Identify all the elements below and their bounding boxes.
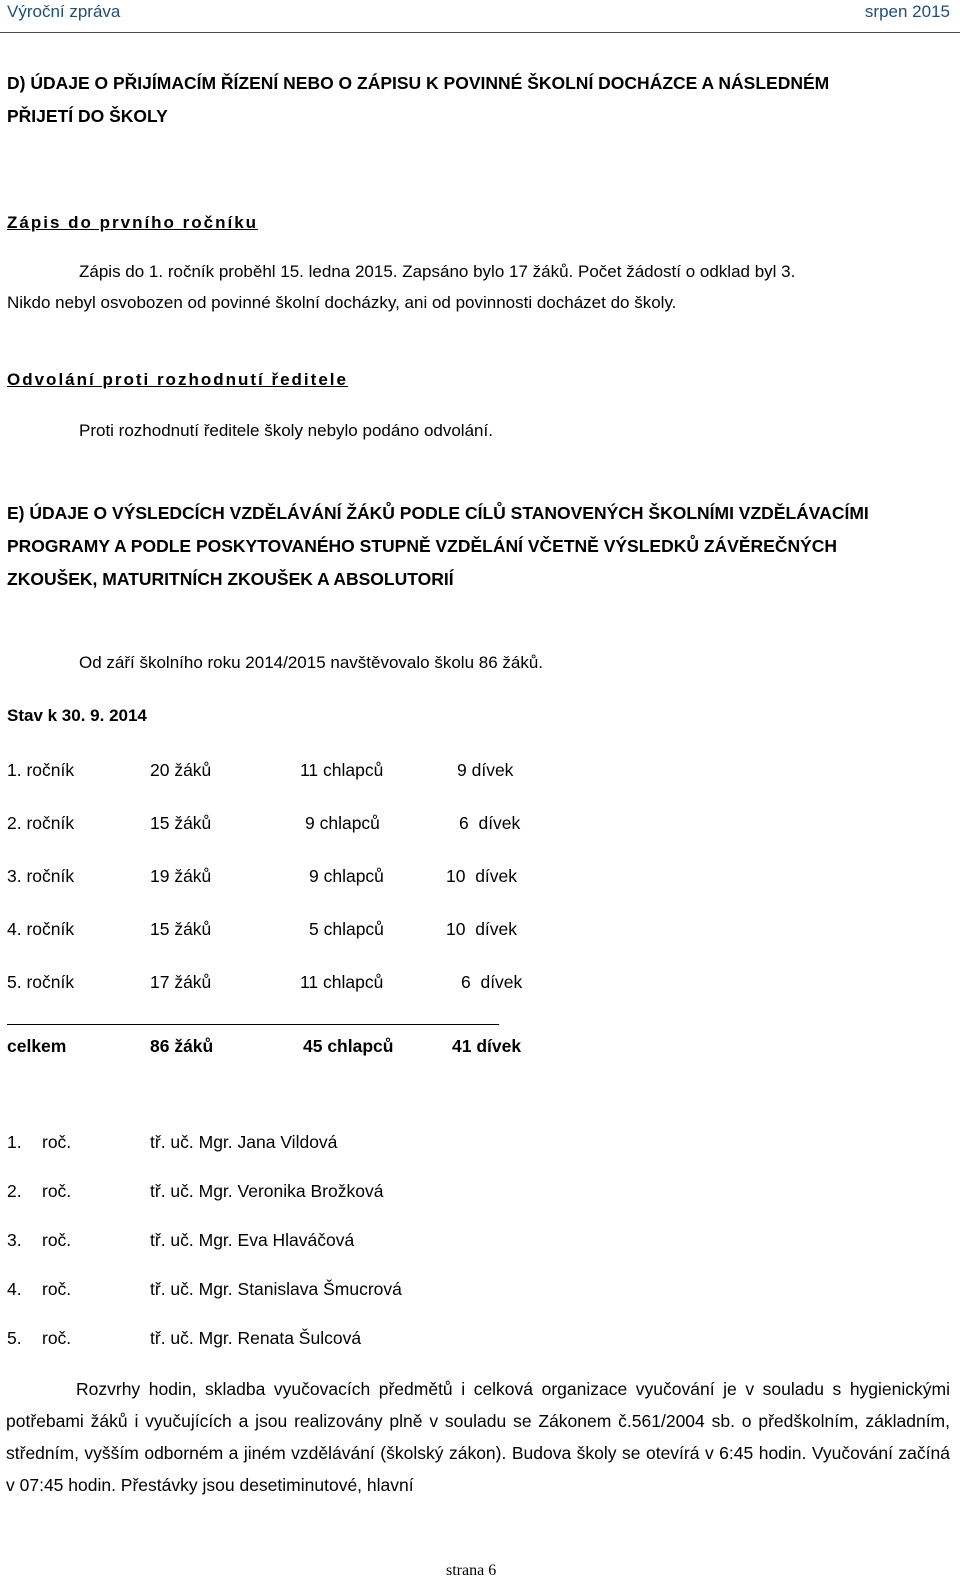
teacher-row-name: tř. uč. Mgr. Jana Vildová bbox=[150, 1132, 338, 1152]
odvolani-text: Proti rozhodnutí ředitele školy nebylo podáno odvolání. bbox=[79, 421, 493, 440]
zapis-text-line2: Nikdo nebyl osvobozen od povinné školní docházky, ani od povinnosti docházet do školy. bbox=[7, 293, 677, 312]
schedule-paragraph-text: Rozvrhy hodin, skladba vyučovacích předmětů i celková organizace vyučování je v souladu s hygienickými potřebami žáků i vyučujících a jsou realizovány plně v souladu se Zákonem č.561/2004 sb. o předškolním, základním, středním, vyšším odborném a jiném vzdělávání (školský zákon). Budova školy se otevírá v 6:45 hodin. Vyučování začíná v 07:45 hodin. Přestávky jsou desetiminutové, hlavní bbox=[6, 1379, 950, 1495]
teacher-row-name: tř. uč. Mgr. Renata Šulcová bbox=[150, 1328, 362, 1348]
section-e-title-line2: PROGRAMY A PODLE POSKYTOVANÉHO STUPNĚ VZDĚLÁNÍ VČETNĚ VÝSLEDKŮ ZÁVĚREČNÝCH bbox=[7, 536, 838, 556]
teacher-row-num: 4. bbox=[7, 1279, 22, 1299]
class-row-pupils: 17 žáků bbox=[150, 972, 212, 992]
teacher-row-num: 1. bbox=[7, 1132, 22, 1152]
class-row-boys: 11 chlapců bbox=[300, 972, 384, 992]
section-e-title-line1: E) ÚDAJE O VÝSLEDCÍCH VZDĚLÁVÁNÍ ŽÁKŮ PODLE CÍLŮ STANOVENÝCH ŠKOLNÍMI VZDĚLÁVACÍMI bbox=[7, 503, 869, 523]
teacher-row-abbr: roč. bbox=[42, 1230, 72, 1250]
class-row-girls: 6 dívek bbox=[459, 813, 521, 833]
teacher-row-num: 2. bbox=[7, 1181, 22, 1201]
section-d-title-line1: D) ÚDAJE O PŘIJÍMACÍM ŘÍZENÍ NEBO O ZÁPISU K POVINNÉ ŠKOLNÍ DOCHÁZCE A NÁSLEDNÉM bbox=[7, 73, 830, 93]
class-row-boys: 5 chlapců bbox=[309, 919, 384, 939]
teacher-row-abbr: roč. bbox=[42, 1132, 72, 1152]
class-row-pupils: 19 žáků bbox=[150, 866, 212, 886]
class-row-grade: 2. ročník bbox=[7, 813, 75, 833]
teacher-row-abbr: roč. bbox=[42, 1279, 72, 1299]
class-row-grade: 4. ročník bbox=[7, 919, 75, 939]
page-number: strana 6 bbox=[446, 1562, 497, 1579]
class-row-girls: 10 dívek bbox=[446, 919, 518, 939]
class-row-grade: 5. ročník bbox=[7, 972, 75, 992]
zapis-heading: Zápis do prvního ročníku bbox=[7, 213, 259, 232]
teacher-row-name: tř. uč. Mgr. Stanislava Šmucrová bbox=[150, 1279, 402, 1299]
header-divider bbox=[0, 32, 960, 33]
teacher-row-abbr: roč. bbox=[42, 1181, 72, 1201]
class-row-girls: 10 dívek bbox=[446, 866, 518, 886]
total-divider bbox=[7, 1024, 499, 1025]
class-row-boys: 9 chlapců bbox=[305, 813, 380, 833]
teacher-row-name: tř. uč. Mgr. Veronika Brožková bbox=[150, 1181, 384, 1201]
header-date: srpen 2015 bbox=[864, 2, 950, 21]
class-row-grade: 3. ročník bbox=[7, 866, 75, 886]
class-row-girls: 6 dívek bbox=[461, 972, 523, 992]
section-d-title-line2: PŘIJETÍ DO ŠKOLY bbox=[7, 106, 168, 126]
section-e-title-line3: ZKOUŠEK, MATURITNÍCH ZKOUŠEK A ABSOLUTORIÍ bbox=[7, 569, 454, 589]
class-row-pupils: 15 žáků bbox=[150, 919, 212, 939]
schedule-paragraph bbox=[6, 1373, 950, 1501]
enrollment-intro: Od září školního roku 2014/2015 navštěvovalo školu 86 žáků. bbox=[79, 653, 544, 672]
class-row-grade: 1. ročník bbox=[7, 760, 75, 780]
stav-label: Stav k 30. 9. 2014 bbox=[7, 706, 147, 725]
teacher-row-name: tř. uč. Mgr. Eva Hlaváčová bbox=[150, 1230, 355, 1250]
class-row-pupils: 20 žáků bbox=[150, 760, 212, 780]
odvolani-heading: Odvolání proti rozhodnutí ředitele bbox=[7, 370, 348, 389]
class-row-boys: 9 chlapců bbox=[309, 866, 384, 886]
total-girls: 41 dívek bbox=[452, 1036, 522, 1056]
teacher-row-abbr: roč. bbox=[42, 1328, 72, 1348]
class-row-girls: 9 dívek bbox=[457, 760, 514, 780]
teacher-row-num: 5. bbox=[7, 1328, 22, 1348]
header-title: Výroční zpráva bbox=[7, 2, 121, 21]
total-label: celkem bbox=[7, 1036, 67, 1056]
total-boys: 45 chlapců bbox=[303, 1036, 394, 1056]
zapis-text-line1: Zápis do 1. ročník proběhl 15. ledna 2015. Zapsáno bylo 17 žáků. Počet žádostí o odklad byl 3. bbox=[79, 262, 796, 281]
total-pupils: 86 žáků bbox=[150, 1036, 214, 1056]
teacher-row-num: 3. bbox=[7, 1230, 22, 1250]
class-row-boys: 11 chlapců bbox=[300, 760, 384, 780]
class-row-pupils: 15 žáků bbox=[150, 813, 212, 833]
